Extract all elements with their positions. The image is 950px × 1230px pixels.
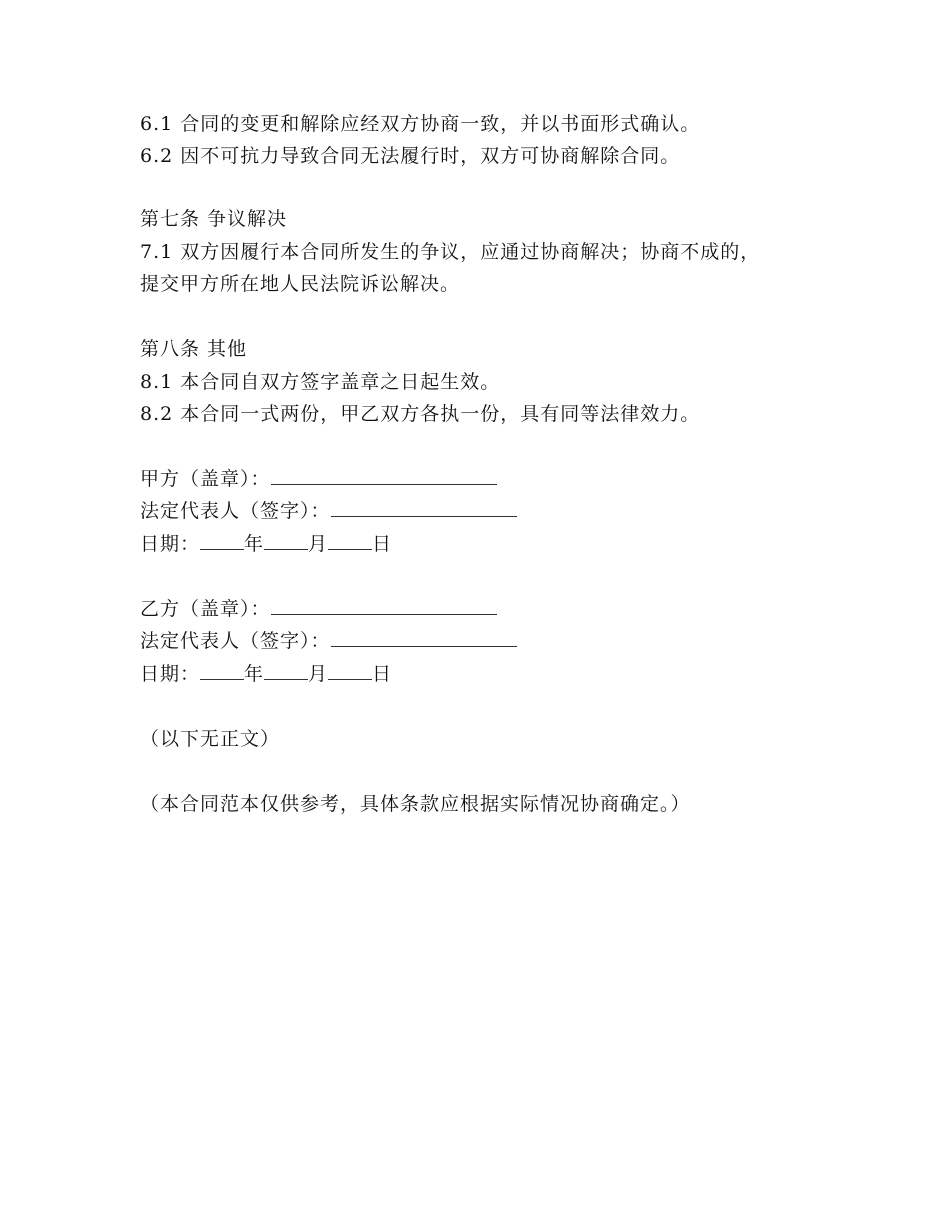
clause-7-1-line2: 提交甲方所在地人民法院诉讼解决。 [140,273,461,295]
party-a-day-blank [328,531,372,550]
party-a-rep-row [140,498,517,524]
party-a-month-blank [264,531,308,550]
party-b-seal-blank [271,596,497,615]
party-b-seal-row [140,596,497,622]
party-a-month-label: 月 [308,533,329,555]
party-b-day-blank [328,661,372,680]
party-b-rep-blank [331,628,517,647]
party-b-month-label: 月 [308,663,329,685]
clause-7-heading: 第七条 争议解决 [140,208,288,230]
party-b-rep-row [140,628,517,654]
party-a-year-label: 年 [244,533,265,555]
party-a-seal-row [140,466,497,492]
party-b-date-label: 日期： [140,663,201,685]
party-b-date-row [140,661,392,687]
party-a-rep-blank [331,498,517,517]
party-a-day-label: 日 [372,533,393,555]
party-b-month-blank [264,661,308,680]
party-b-year-blank [200,661,244,680]
party-b-seal-label: 乙方（盖章）： [140,598,271,620]
clause-8-heading: 第八条 其他 [140,338,248,360]
reference-note: （本合同范本仅供参考，具体条款应根据实际情况协商确定。） [140,793,691,815]
party-a-seal-blank [271,466,497,485]
party-a-date-row [140,531,392,557]
clause-7-1-line1: 7.1 双方因履行本合同所发生的争议，应通过协商解决；协商不成的， [140,241,761,263]
end-of-text-note: （以下无正文） [140,728,281,750]
clause-6-2: 6.2 因不可抗力导致合同无法履行时，双方可协商解除合同。 [140,145,681,167]
clause-8-2: 8.2 本合同一式两份，甲乙双方各执一份，具有同等法律效力。 [140,403,701,425]
party-a-rep-label: 法定代表人（签字）： [140,500,331,522]
party-b-rep-label: 法定代表人（签字）： [140,630,331,652]
party-a-seal-label: 甲方（盖章）： [140,468,271,490]
clause-6-1: 6.1 合同的变更和解除应经双方协商一致，并以书面形式确认。 [140,113,701,135]
party-a-year-blank [200,531,244,550]
clause-8-1: 8.1 本合同自双方签字盖章之日起生效。 [140,371,501,393]
party-b-day-label: 日 [372,663,393,685]
party-b-year-label: 年 [244,663,265,685]
party-a-date-label: 日期： [140,533,201,555]
